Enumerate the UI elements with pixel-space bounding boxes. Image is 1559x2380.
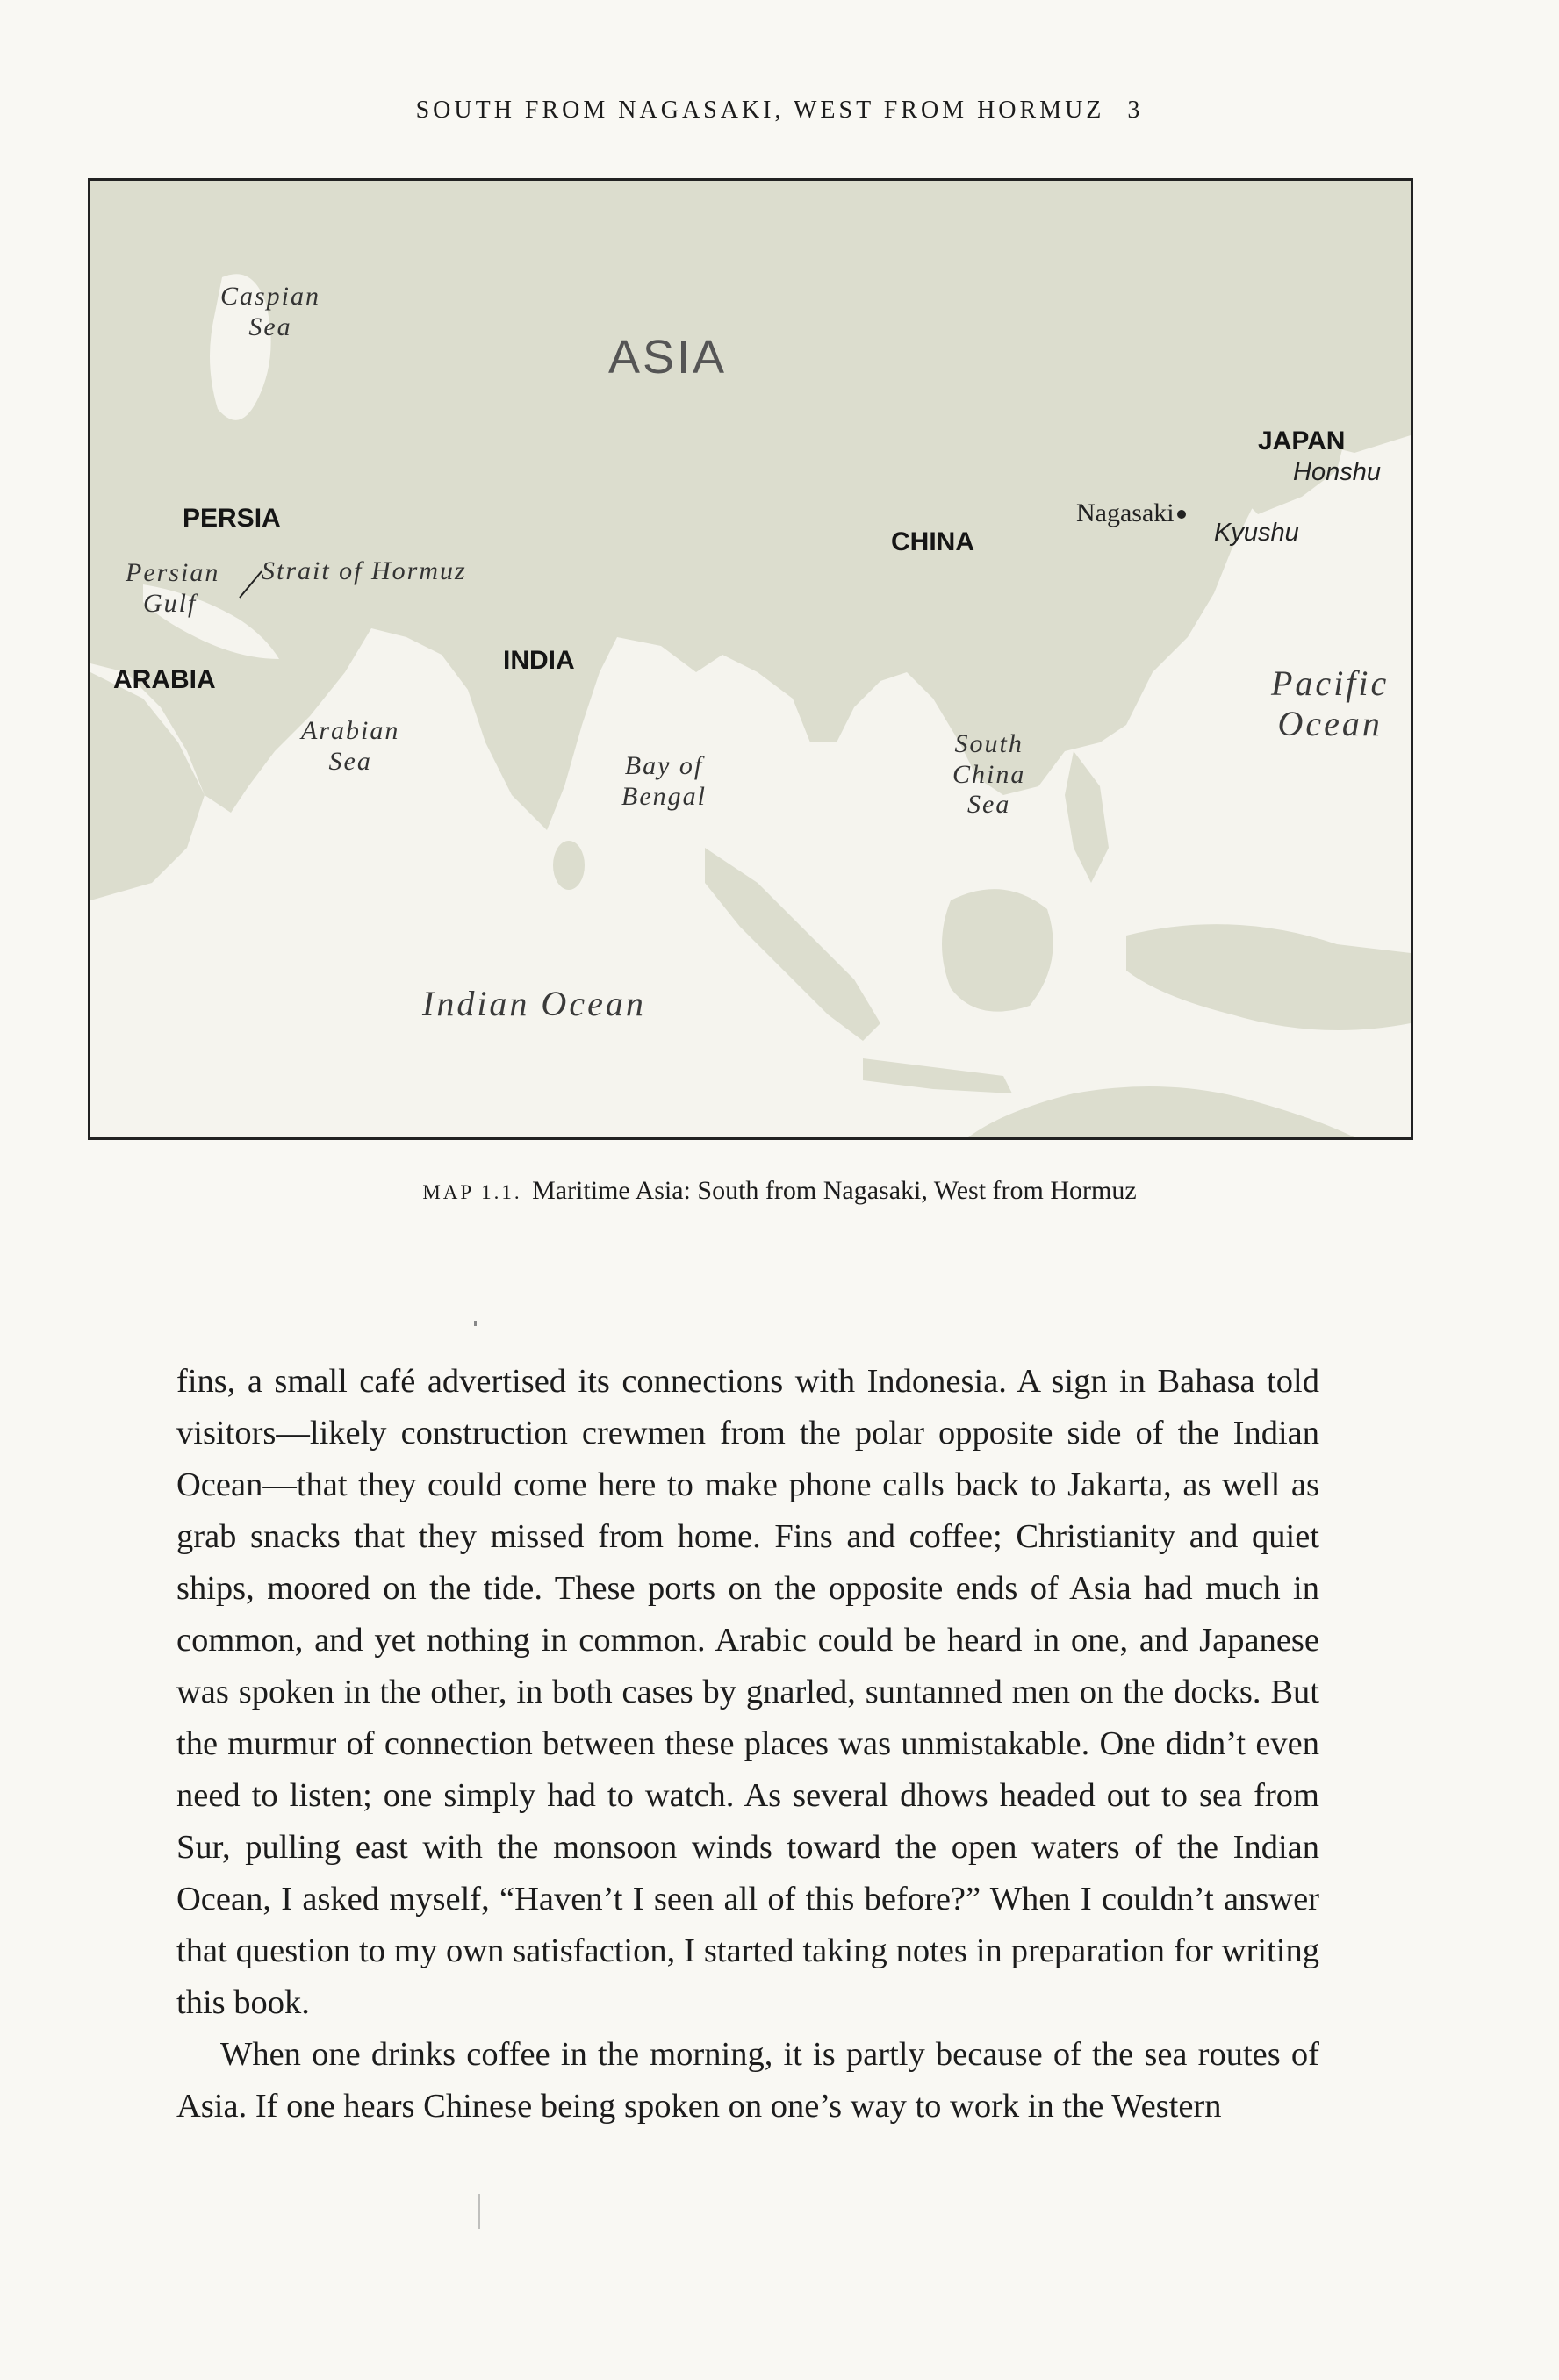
scan-mark bbox=[478, 2194, 480, 2229]
label-asia: ASIA bbox=[608, 331, 728, 384]
label-pacific-line1: Pacific bbox=[1271, 663, 1390, 703]
caption-label: MAP 1.1. bbox=[422, 1181, 522, 1203]
map-figure bbox=[88, 178, 1413, 1140]
label-scs-line2: China bbox=[952, 759, 1026, 789]
label-japan: JAPAN bbox=[1258, 427, 1346, 455]
land-australia bbox=[968, 1086, 1354, 1137]
label-persian-line1: Persian bbox=[126, 558, 220, 587]
running-head bbox=[0, 97, 1559, 125]
land-philippines bbox=[1065, 751, 1109, 883]
label-scs-line3: Sea bbox=[967, 790, 1011, 819]
label-bay-of-bengal bbox=[621, 751, 707, 812]
body-text bbox=[176, 1356, 1319, 2133]
label-scs-line1: South bbox=[954, 729, 1024, 758]
label-south-china-sea bbox=[952, 729, 1025, 821]
label-honshu: Honshu bbox=[1293, 458, 1381, 486]
land-borneo bbox=[942, 889, 1053, 1012]
paragraph-2: When one drinks coffee in the morning, it is partly because of the sea routes of Asia. If one hears Chinese being spoken on one’s way to work in the Western bbox=[176, 2036, 1319, 2125]
label-nagasaki: Nagasaki bbox=[1076, 498, 1175, 527]
caption-text: Maritime Asia: South from Nagasaki, West from Hormuz bbox=[532, 1176, 1137, 1205]
label-caspian-line1: Caspian bbox=[220, 282, 321, 311]
label-caspian-sea bbox=[220, 282, 320, 342]
label-persian-gulf bbox=[126, 558, 219, 619]
label-arabian-sea bbox=[301, 716, 399, 777]
label-caspian-line2: Sea bbox=[248, 312, 292, 341]
running-title: SOUTH FROM NAGASAKI, WEST FROM HORMUZ bbox=[415, 97, 1105, 124]
nagasaki-dot bbox=[1177, 510, 1186, 519]
label-pacific-line2: Ocean bbox=[1277, 704, 1383, 743]
label-strait-of-hormuz: Strait of Hormuz bbox=[262, 556, 467, 585]
page-number: 3 bbox=[1127, 97, 1144, 124]
paragraph-1: fins, a small café advertised its connections with Indonesia. A sign in Bahasa told visitors—likely construction crewmen from the polar opposite side of the Indian Ocean—that they could come here to make phone calls back to Jakarta, as well as grab snacks that they missed from home. Fins and coffee; Christianity and quiet ships, moored on the tide. These ports on the opposite ends of Asia had much in common, and yet nothing in common. Arabic could be heard in one, and Japanese was spoken in the other, in both cases by gnarled, suntanned men on the docks. But the murmur of connection between these places was unmistakable. One didn’t even need to listen; one simply had to watch. As several dhows headed out to sea from Sur, pulling east with the monsoon winds toward the open waters of the Indian Ocean, I asked myself, “Haven’t I seen all of this before?” When I couldn’t answer that question to my own satisfaction, I started taking notes in preparation for writing this book. bbox=[176, 1363, 1319, 2021]
land-new-guinea bbox=[1126, 924, 1411, 1030]
label-persian-line2: Gulf bbox=[143, 588, 198, 618]
land-java bbox=[863, 1058, 1012, 1093]
label-bengal-line1: Bay of bbox=[624, 751, 704, 780]
label-china: CHINA bbox=[891, 527, 974, 556]
label-bengal-line2: Bengal bbox=[621, 781, 707, 811]
label-india: INDIA bbox=[503, 646, 575, 675]
map-caption bbox=[0, 1176, 1559, 1206]
label-persia: PERSIA bbox=[183, 504, 281, 533]
land-asia bbox=[90, 181, 1411, 830]
label-arabia: ARABIA bbox=[113, 665, 216, 694]
label-indian-ocean: Indian Ocean bbox=[422, 984, 646, 1023]
label-kyushu: Kyushu bbox=[1214, 519, 1299, 547]
label-arabian-line1: Arabian bbox=[301, 716, 400, 745]
label-arabian-line2: Sea bbox=[328, 746, 372, 776]
scan-speck bbox=[474, 1321, 477, 1326]
land-sri-lanka bbox=[553, 841, 585, 890]
label-pacific-ocean bbox=[1271, 663, 1389, 744]
land-sumatra bbox=[705, 848, 880, 1041]
